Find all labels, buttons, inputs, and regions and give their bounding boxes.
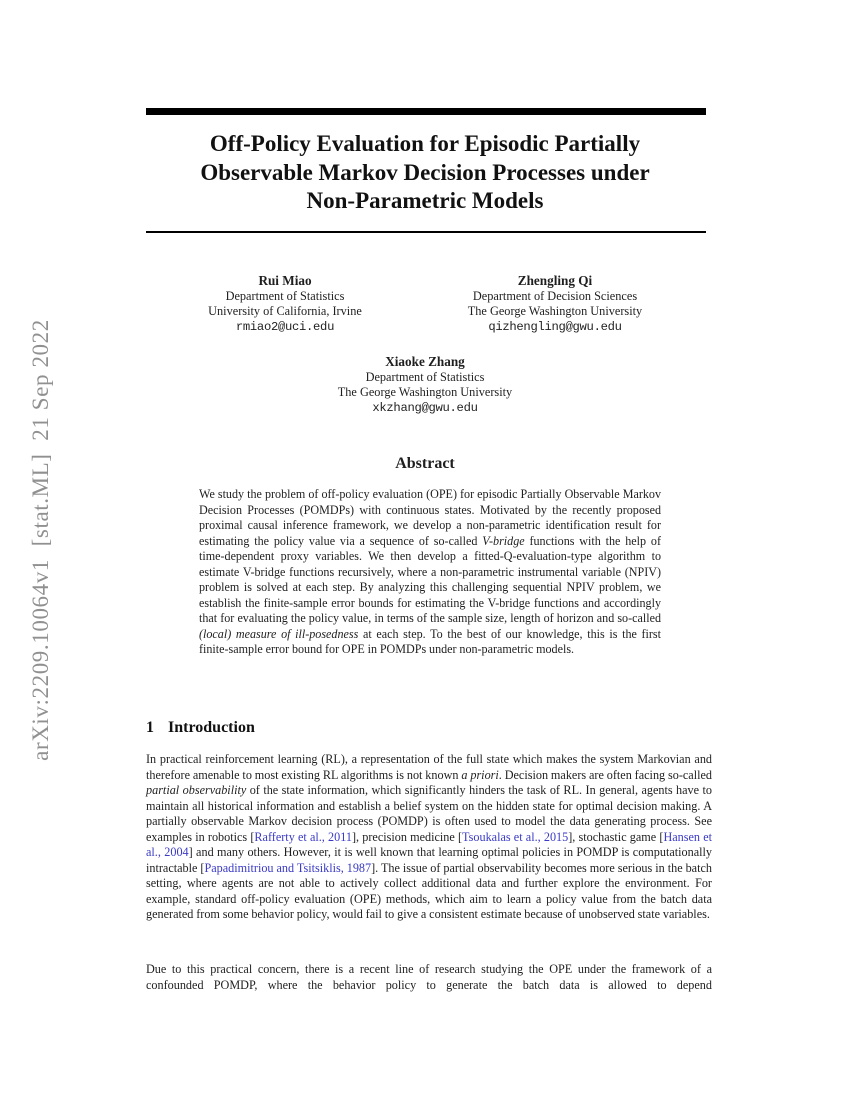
text-segment: at each step. To the best of our knowledge, this is the first finite-sample error bound for OPE in POMDPs under non-parametric models. xyxy=(199,626,661,656)
paper-title-line-2: Observable Markov Decision Processes under xyxy=(200,159,650,185)
section-heading-introduction xyxy=(146,719,255,737)
author-university: The George Washington University xyxy=(337,385,513,399)
title-rule-bottom xyxy=(146,231,706,233)
text-segment: In practical reinforcement learning (RL), a representation of the full state which makes the system Markovian and therefore amenable to most existing RL algorithms is not known xyxy=(146,752,712,782)
text-segment: of the state information, which significantly hinders the task of RL. In general, agents have to maintain all historical information and establish a belief system on the hidden state for optimal decision making. A partially observable Markov decision process (POMDP) is often used to model the data generating process. See examples in robotics [ xyxy=(146,783,712,844)
citation-link[interactable]: Tsoukalas et al., 2015 xyxy=(462,829,569,844)
text-segment: V-bridge xyxy=(482,533,525,548)
abstract-heading: Abstract xyxy=(395,455,455,472)
author-name: Rui Miao xyxy=(258,273,312,288)
text-segment: partial observability xyxy=(146,783,247,798)
author-email: xkzhang@gwu.edu xyxy=(372,400,478,415)
author-department: Department of Statistics xyxy=(365,369,485,384)
author-university: University of California, Irvine xyxy=(208,304,362,318)
title-rule-top xyxy=(146,108,706,115)
author-email: rmiao2@uci.edu xyxy=(235,319,335,334)
introduction-paragraph-1 xyxy=(146,752,712,923)
section-number: 1 xyxy=(146,719,154,736)
text-segment: . Decision makers are often facing so-called xyxy=(498,767,712,782)
text-segment: ], stochastic game [ xyxy=(568,829,664,844)
citation-link[interactable]: Rafferty et al., 2011 xyxy=(254,829,352,844)
author-email: qizhengling@gwu.edu xyxy=(488,319,622,334)
text-segment: Due to this practical concern, there is a recent line of research studying the OPE under the framework of a confounded POMDP, where the behavior policy to generate the batch data is allowed to depend xyxy=(146,962,712,992)
author-name: Xiaoke Zhang xyxy=(385,354,465,369)
text-segment: functions with the help of time-dependent proxy variables. We then develop a fitted-Q-evaluation-type algorithm to estimate V-bridge functions recursively, where a non-parametric instrumental variable (NPIV) problem is solved at each step. By analyzing this challenging sequential NPIV problem, we establish the finite-sample error bounds for estimating the V-bridge functions and accordingly that for evaluating the policy value, in terms of the sample size, length of horizon and so-called xyxy=(199,533,661,625)
author-block-3 xyxy=(275,354,575,416)
arxiv-watermark: arXiv:2209.10064v1 [stat.ML] 21 Sep 2022 xyxy=(28,319,53,761)
introduction-paragraph-2 xyxy=(146,962,712,993)
section-title: Introduction xyxy=(168,719,255,736)
paper-title-line-3: Non-Parametric Models xyxy=(306,188,544,213)
citation-link[interactable]: Papadimitriou and Tsitsiklis, 1987 xyxy=(204,860,372,875)
text-segment: ]. The issue of partial observability becomes more serious in the batch setting, where agents are not able to actively collect additional data and further explore the environment. For example, standard off-policy evaluation (OPE) methods, which aim to learn a policy value from the batch data generated from some behavior policy, would fail to give a consistent estimate because of unobserved state variables. xyxy=(146,860,712,922)
author-name: Zhengling Qi xyxy=(517,273,593,288)
citation-link[interactable]: Hansen et al., 2004 xyxy=(146,829,712,860)
text-segment: (local) measure of ill-posedness xyxy=(199,626,359,641)
abstract-text xyxy=(199,487,661,658)
paper-title xyxy=(0,130,850,216)
author-block-2 xyxy=(405,273,705,335)
author-department: Department of Statistics xyxy=(225,288,345,303)
author-department: Department of Decision Sciences xyxy=(472,288,638,303)
text-segment: ] and many others. However, it is well known that learning optimal policies in POMDP is computationally intractable [ xyxy=(146,845,712,875)
text-segment: a priori xyxy=(461,767,499,782)
text-segment: We study the problem of off-policy evaluation (OPE) for episodic Partially Observable Markov Decision Processes (POMDPs) with continuous states. Motivated by the recently proposed proximal causal inference framework, we develop a non-parametric identification result for estimating the policy value via a sequence of so-called xyxy=(199,487,661,548)
author-university: The George Washington University xyxy=(467,304,643,318)
author-block-1 xyxy=(135,273,435,335)
text-segment: ], precision medicine [ xyxy=(351,829,463,844)
paper-title-line-1: Off-Policy Evaluation for Episodic Partially xyxy=(209,131,641,156)
